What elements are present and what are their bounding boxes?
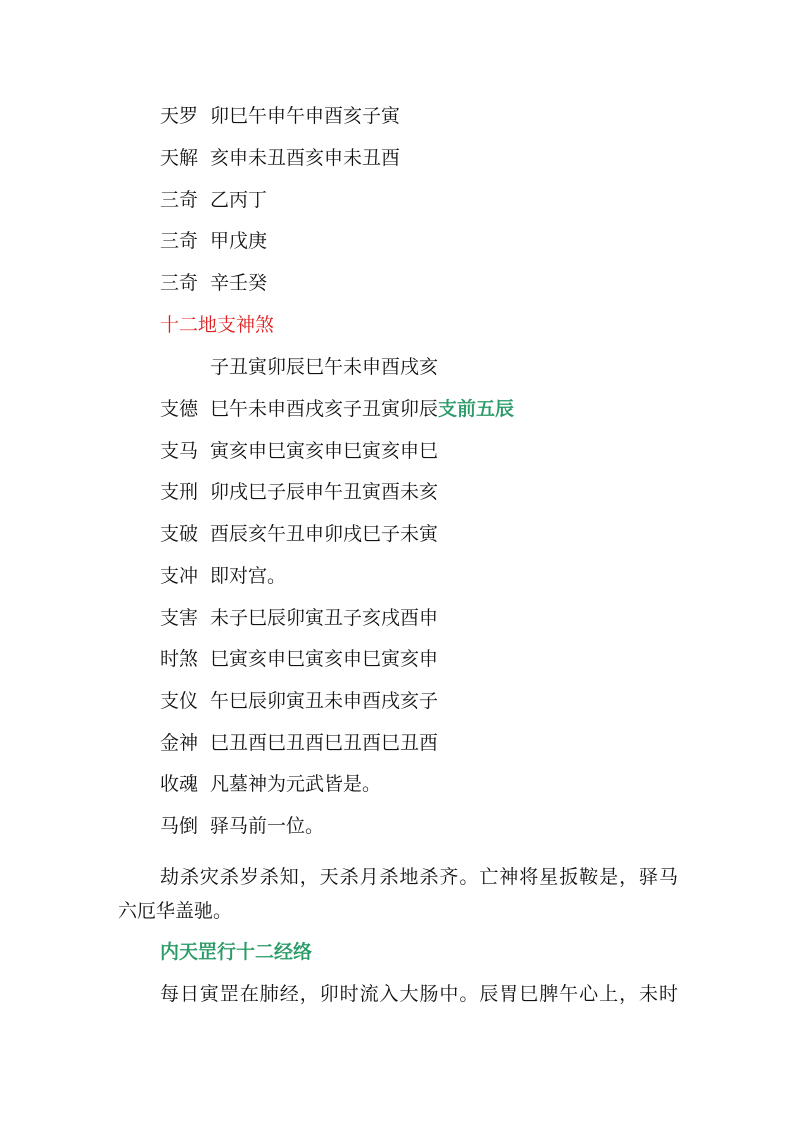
row-value: 巳午未申酉戌亥子丑寅卯辰 xyxy=(210,398,439,420)
row-label: 天解 xyxy=(160,147,199,169)
verse-line-2: 六厄华盖驰。 xyxy=(118,900,233,922)
row-value: 未子巳辰卯寅丑子亥戌酉申 xyxy=(210,607,439,629)
row-zhipo xyxy=(160,522,438,546)
row-label: 金神 xyxy=(160,732,199,754)
row-value: 乙丙丁 xyxy=(210,189,268,211)
row-label: 天罗 xyxy=(160,105,199,127)
row-zhide xyxy=(160,397,514,421)
section-heading-neitiangang: 内天罡行十二经络 xyxy=(160,941,313,963)
verse-line-1: 劫杀灾杀岁杀知，天杀月杀地杀齐。亡神将星扳鞍是，驿马 xyxy=(160,866,678,888)
row-zhixing xyxy=(160,480,438,504)
row-label: 支冲 xyxy=(160,565,199,587)
row-label: 三奇 xyxy=(160,189,199,211)
row-value: 寅亥申巳寅亥申巳寅亥申巳 xyxy=(210,440,439,462)
row-tianjie xyxy=(160,146,400,170)
row-value: 辛壬癸 xyxy=(210,272,268,294)
row-label: 支害 xyxy=(160,607,199,629)
row-label: 支马 xyxy=(160,440,199,462)
row-label: 支破 xyxy=(160,523,199,545)
row-value: 亥申未丑酉亥申未丑酉 xyxy=(210,147,401,169)
row-tianluo xyxy=(160,104,400,128)
row-zhiyi xyxy=(160,689,438,713)
last-paragraph xyxy=(118,982,678,1006)
row-value: 凡墓神为元武皆是。 xyxy=(210,773,382,795)
row-value: 酉辰亥午丑申卯戌巳子未寅 xyxy=(210,523,439,545)
row-zhima xyxy=(160,439,438,463)
row-madao xyxy=(160,814,324,838)
row-value: 甲戊庚 xyxy=(210,230,268,252)
row-value: 卯巳午申午申酉亥子寅 xyxy=(210,105,401,127)
row-label: 支德 xyxy=(160,398,199,420)
row-label: 时煞 xyxy=(160,648,199,670)
row-note: 支前五辰 xyxy=(438,398,515,420)
row-label: 收魂 xyxy=(160,773,199,795)
row-label: 支刑 xyxy=(160,481,199,503)
row-shouhun xyxy=(160,772,381,796)
section-heading-dizhi-shensha: 十二地支神煞 xyxy=(160,314,275,336)
row-value: 驿马前一位。 xyxy=(210,815,325,837)
row-shisha xyxy=(160,647,438,671)
row-label: 马倒 xyxy=(160,815,199,837)
row-value: 午巳辰卯寅丑未申酉戌亥子 xyxy=(210,690,439,712)
row-label: 三奇 xyxy=(160,272,199,294)
row-jinshen xyxy=(160,731,438,755)
row-sanqi-2 xyxy=(160,229,267,253)
row-value: 巳丑酉巳丑酉巳丑酉巳丑酉 xyxy=(210,732,439,754)
row-value: 即对宫。 xyxy=(210,565,287,587)
row-zhichong xyxy=(160,564,286,588)
row-label: 三奇 xyxy=(160,230,199,252)
row-value: 卯戌巳子辰申午丑寅酉未亥 xyxy=(210,481,439,503)
branch-header: 子丑寅卯辰巳午未申酉戌亥 xyxy=(210,356,439,378)
row-sanqi-1 xyxy=(160,188,267,212)
branch-header-row xyxy=(160,355,438,379)
last-paragraph-line: 每日寅罡在肺经，卯时流入大肠中。辰胃巳脾午心上，未时 xyxy=(160,983,678,1005)
row-label: 支仪 xyxy=(160,690,199,712)
row-zhihai xyxy=(160,606,438,630)
row-sanqi-3 xyxy=(160,271,267,295)
row-value: 巳寅亥申巳寅亥申巳寅亥申 xyxy=(210,648,439,670)
verse-paragraph xyxy=(118,856,678,932)
